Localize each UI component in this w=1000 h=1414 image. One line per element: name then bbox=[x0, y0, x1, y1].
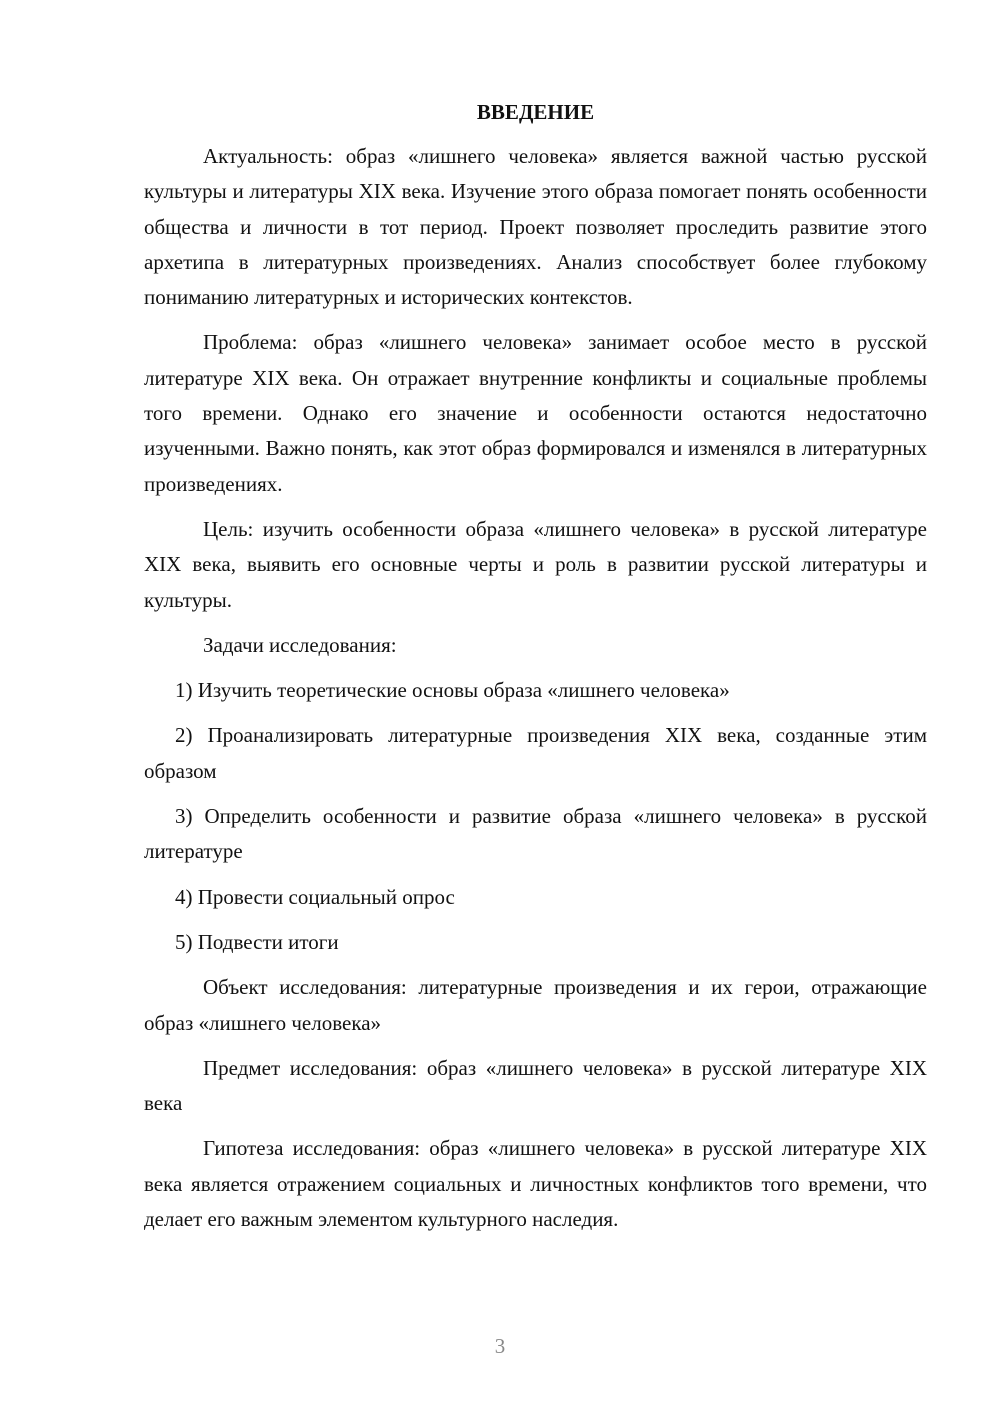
task-item-2: 2) Проанализировать литературные произведения XIX века, созданные этим образом bbox=[144, 723, 927, 783]
object-paragraph: Объект исследования: литературные произведения и их герои, отражающие образ «лишнего человека» bbox=[144, 975, 927, 1035]
tasks-title: Задачи исследования: bbox=[203, 632, 397, 657]
hypothesis-paragraph: Гипотеза исследования: образ «лишнего человека» в русской литературе XIX века является отражением социальных и личностных конфликтов того времени, что делает его важным элементом культурного наследия. bbox=[144, 1136, 927, 1232]
task-item-1: 1) Изучить теоретические основы образа «лишнего человека» bbox=[175, 678, 730, 703]
relevance-paragraph: Актуальность: образ «лишнего человека» является важной частью русской культуры и литературы XIX века. Изучение этого образа помогает понять особенности общества и личности в тот период. Проект позволяет проследить развитие этого архетипа в литературных произведениях. Анализ способствует более глубокому пониманию литературных и исторических контекстов. bbox=[144, 144, 927, 310]
page-number: 3 bbox=[494, 1334, 506, 1358]
problem-paragraph: Проблема: образ «лишнего человека» занимает особое место в русской литературе XIX века. Он отражает внутренние конфликты и социальные проблемы того времени. Однако его значение и особенности остаются недостаточно изученными. Важно понять, как этот образ формировался и изменялся в литературных произведениях. bbox=[144, 330, 927, 496]
task-item-3: 3) Определить особенности и развитие образа «лишнего человека» в русской литературе bbox=[144, 804, 927, 864]
subject-paragraph: Предмет исследования: образ «лишнего человека» в русской литературе XIX века bbox=[144, 1055, 927, 1116]
goal-paragraph: Цель: изучить особенности образа «лишнего человека» в русской литературе XIX века, выявить его основные черты и роль в развитии русской литературы и культуры. bbox=[144, 516, 927, 612]
task-item-5: 5) Подвести итоги bbox=[175, 929, 339, 954]
page-title: ВВЕДЕНИЕ bbox=[476, 100, 595, 124]
task-item-4: 4) Провести социальный опрос bbox=[175, 884, 455, 909]
